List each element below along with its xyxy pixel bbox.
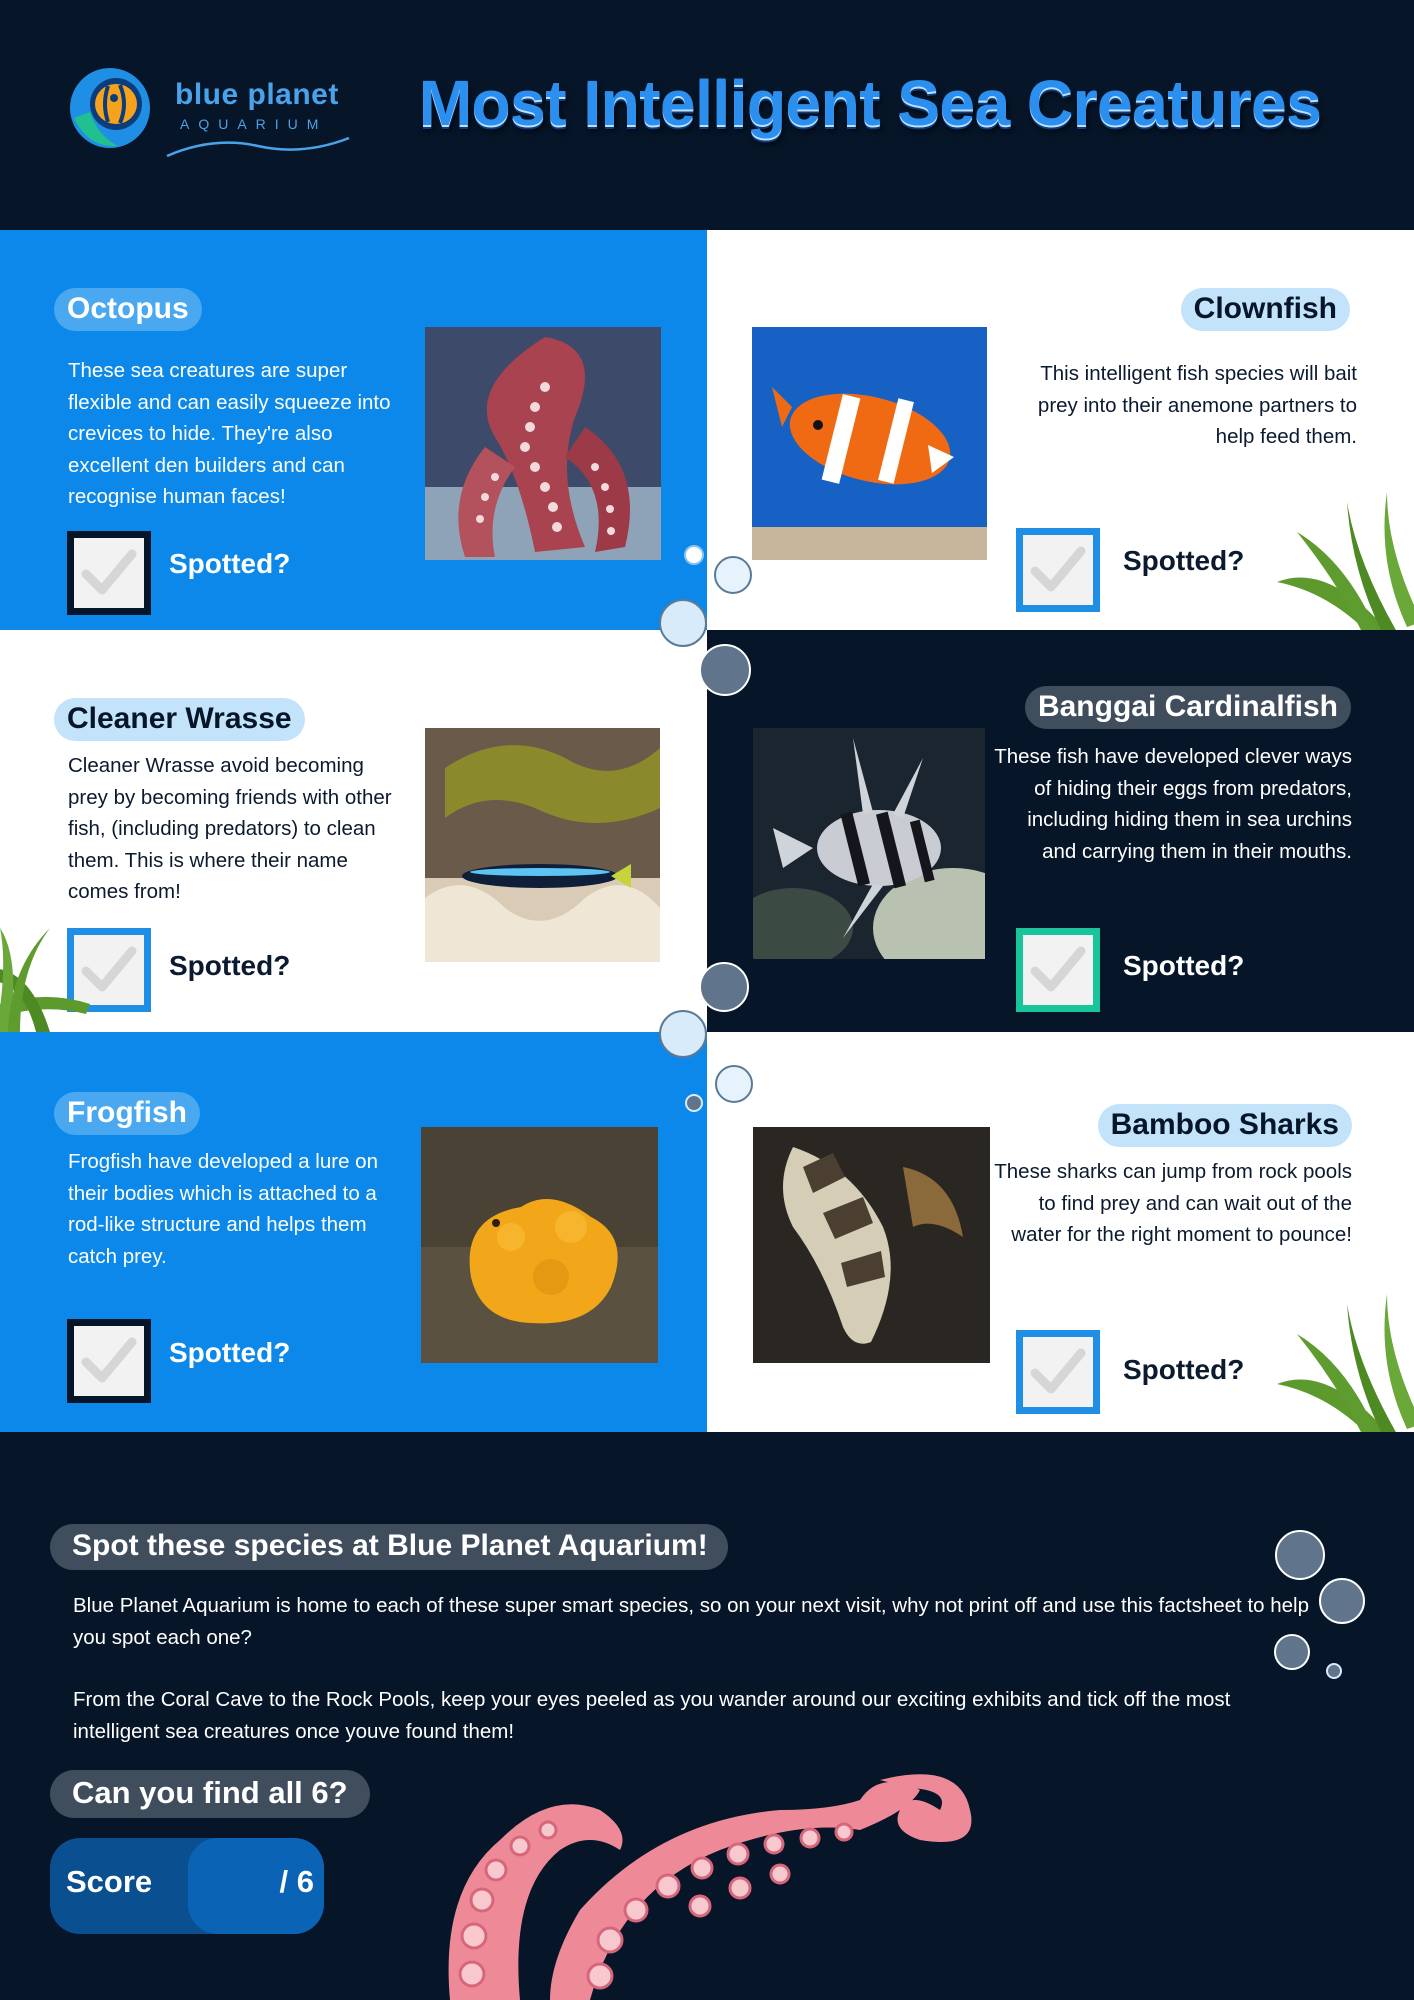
- cleaner-wrasse-photo: [425, 728, 660, 962]
- creature-card-cleaner-wrasse: [0, 630, 707, 1032]
- spotted-label: Spotted?: [1123, 950, 1245, 981]
- bubble-icon: [1275, 1530, 1325, 1580]
- spotted-label: Spotted?: [169, 950, 291, 981]
- brand-name: blue planet: [175, 78, 339, 111]
- creature-name: Clownfish: [1181, 288, 1350, 331]
- spotted-checkbox-banggai-cardinalfish[interactable]: [1016, 928, 1100, 1012]
- footer-title: Spot these species at Blue Planet Aquarium!: [50, 1524, 728, 1570]
- creature-name: Frogfish: [54, 1092, 200, 1135]
- creature-description: This intelligent fish species will bait prey into their anemone partners to help feed them.: [1037, 362, 1357, 448]
- brand-subtitle: AQUARIUM: [180, 116, 328, 132]
- find-all-heading: Can you find all 6?: [50, 1770, 370, 1818]
- bamboo-shark-photo: [753, 1127, 990, 1363]
- creature-description: These sharks can jump from rock pools to find prey and can wait out of the water for the right moment to pounce!: [994, 1160, 1352, 1246]
- creature-name: Bamboo Sharks: [1098, 1104, 1352, 1147]
- octopus-photo: [425, 327, 661, 560]
- bubble-icon: [714, 556, 752, 594]
- spotted-label: Spotted?: [1123, 545, 1245, 576]
- seaweed-icon: [1257, 1294, 1414, 1432]
- checkmark-icon: [1029, 541, 1087, 599]
- frogfish-photo: [421, 1127, 658, 1363]
- bubble-icon: [1319, 1578, 1365, 1624]
- fish-logo-icon: [68, 66, 152, 150]
- wave-icon: [163, 132, 353, 160]
- spotted-label: Spotted?: [1123, 1354, 1245, 1385]
- bubble-icon: [699, 962, 749, 1012]
- bubble-icon: [715, 1065, 753, 1103]
- checkmark-icon: [1029, 941, 1087, 999]
- creature-card-frogfish: [0, 1032, 707, 1432]
- tentacle-icon: [440, 1770, 1000, 2000]
- spotted-label: Spotted?: [169, 1337, 291, 1368]
- bubble-icon: [659, 599, 707, 647]
- clownfish-photo: [752, 327, 987, 560]
- seaweed-icon: [0, 928, 100, 1032]
- bubble-icon: [659, 1010, 707, 1058]
- creature-description: These fish have developed clever ways of hiding their eggs from predators, including hiding them in sea urchins and carrying them in their mouths.: [994, 745, 1352, 863]
- spotted-checkbox-bamboo-sharks[interactable]: [1016, 1330, 1100, 1414]
- score-box: [50, 1838, 324, 1934]
- spotted-checkbox-clownfish[interactable]: [1016, 528, 1100, 612]
- spotted-checkbox-octopus[interactable]: [67, 531, 151, 615]
- checkmark-icon: [1029, 1343, 1087, 1401]
- creature-card-clownfish: [707, 230, 1414, 630]
- bubble-icon: [1274, 1634, 1310, 1670]
- spotted-label: Spotted?: [169, 548, 291, 579]
- score-entry-field[interactable]: [188, 1838, 324, 1934]
- brand-logo[interactable]: [68, 62, 348, 154]
- creature-name: Cleaner Wrasse: [54, 698, 305, 741]
- score-label: Score: [66, 1864, 153, 1899]
- footer-paragraph-1: Blue Planet Aquarium is home to each of these super smart species, so on your next visit, why not print off and use this factsheet to help you spot each one?: [73, 1594, 1309, 1649]
- bubble-icon: [1326, 1663, 1342, 1679]
- creature-name: Banggai Cardinalfish: [1025, 686, 1351, 729]
- creature-description: These sea creatures are super flexible and can easily squeeze into crevices to hide. They're also excellent den builders and can recognise human faces!: [68, 359, 391, 508]
- score-total: / 6: [279, 1864, 314, 1899]
- checkmark-icon: [80, 1332, 138, 1390]
- bubble-icon: [684, 545, 704, 565]
- creature-description: Cleaner Wrasse avoid becoming prey by becoming friends with other fish, (including predators) to clean them. This is where their name comes from!: [68, 754, 392, 903]
- seaweed-icon: [1257, 492, 1414, 630]
- bubble-icon: [685, 1094, 703, 1112]
- banggai-cardinalfish-photo: [753, 728, 985, 959]
- page-title: Most Intelligent Sea Creatures: [418, 67, 1322, 139]
- creature-card-octopus: [0, 230, 707, 630]
- creature-card-banggai-cardinalfish: [707, 630, 1414, 1032]
- spotted-checkbox-frogfish[interactable]: [67, 1319, 151, 1403]
- creature-description: Frogfish have developed a lure on their bodies which is attached to a rod-like structure and helps them catch prey.: [68, 1150, 378, 1268]
- creature-card-bamboo-sharks: [707, 1032, 1414, 1432]
- footer-paragraph-2: From the Coral Cave to the Rock Pools, keep your eyes peeled as you wander around our exciting exhibits and tick off the most intelligent sea creatures once youve found them!: [73, 1688, 1231, 1743]
- checkmark-icon: [80, 544, 138, 602]
- creature-name: Octopus: [54, 288, 202, 331]
- bubble-icon: [699, 644, 751, 696]
